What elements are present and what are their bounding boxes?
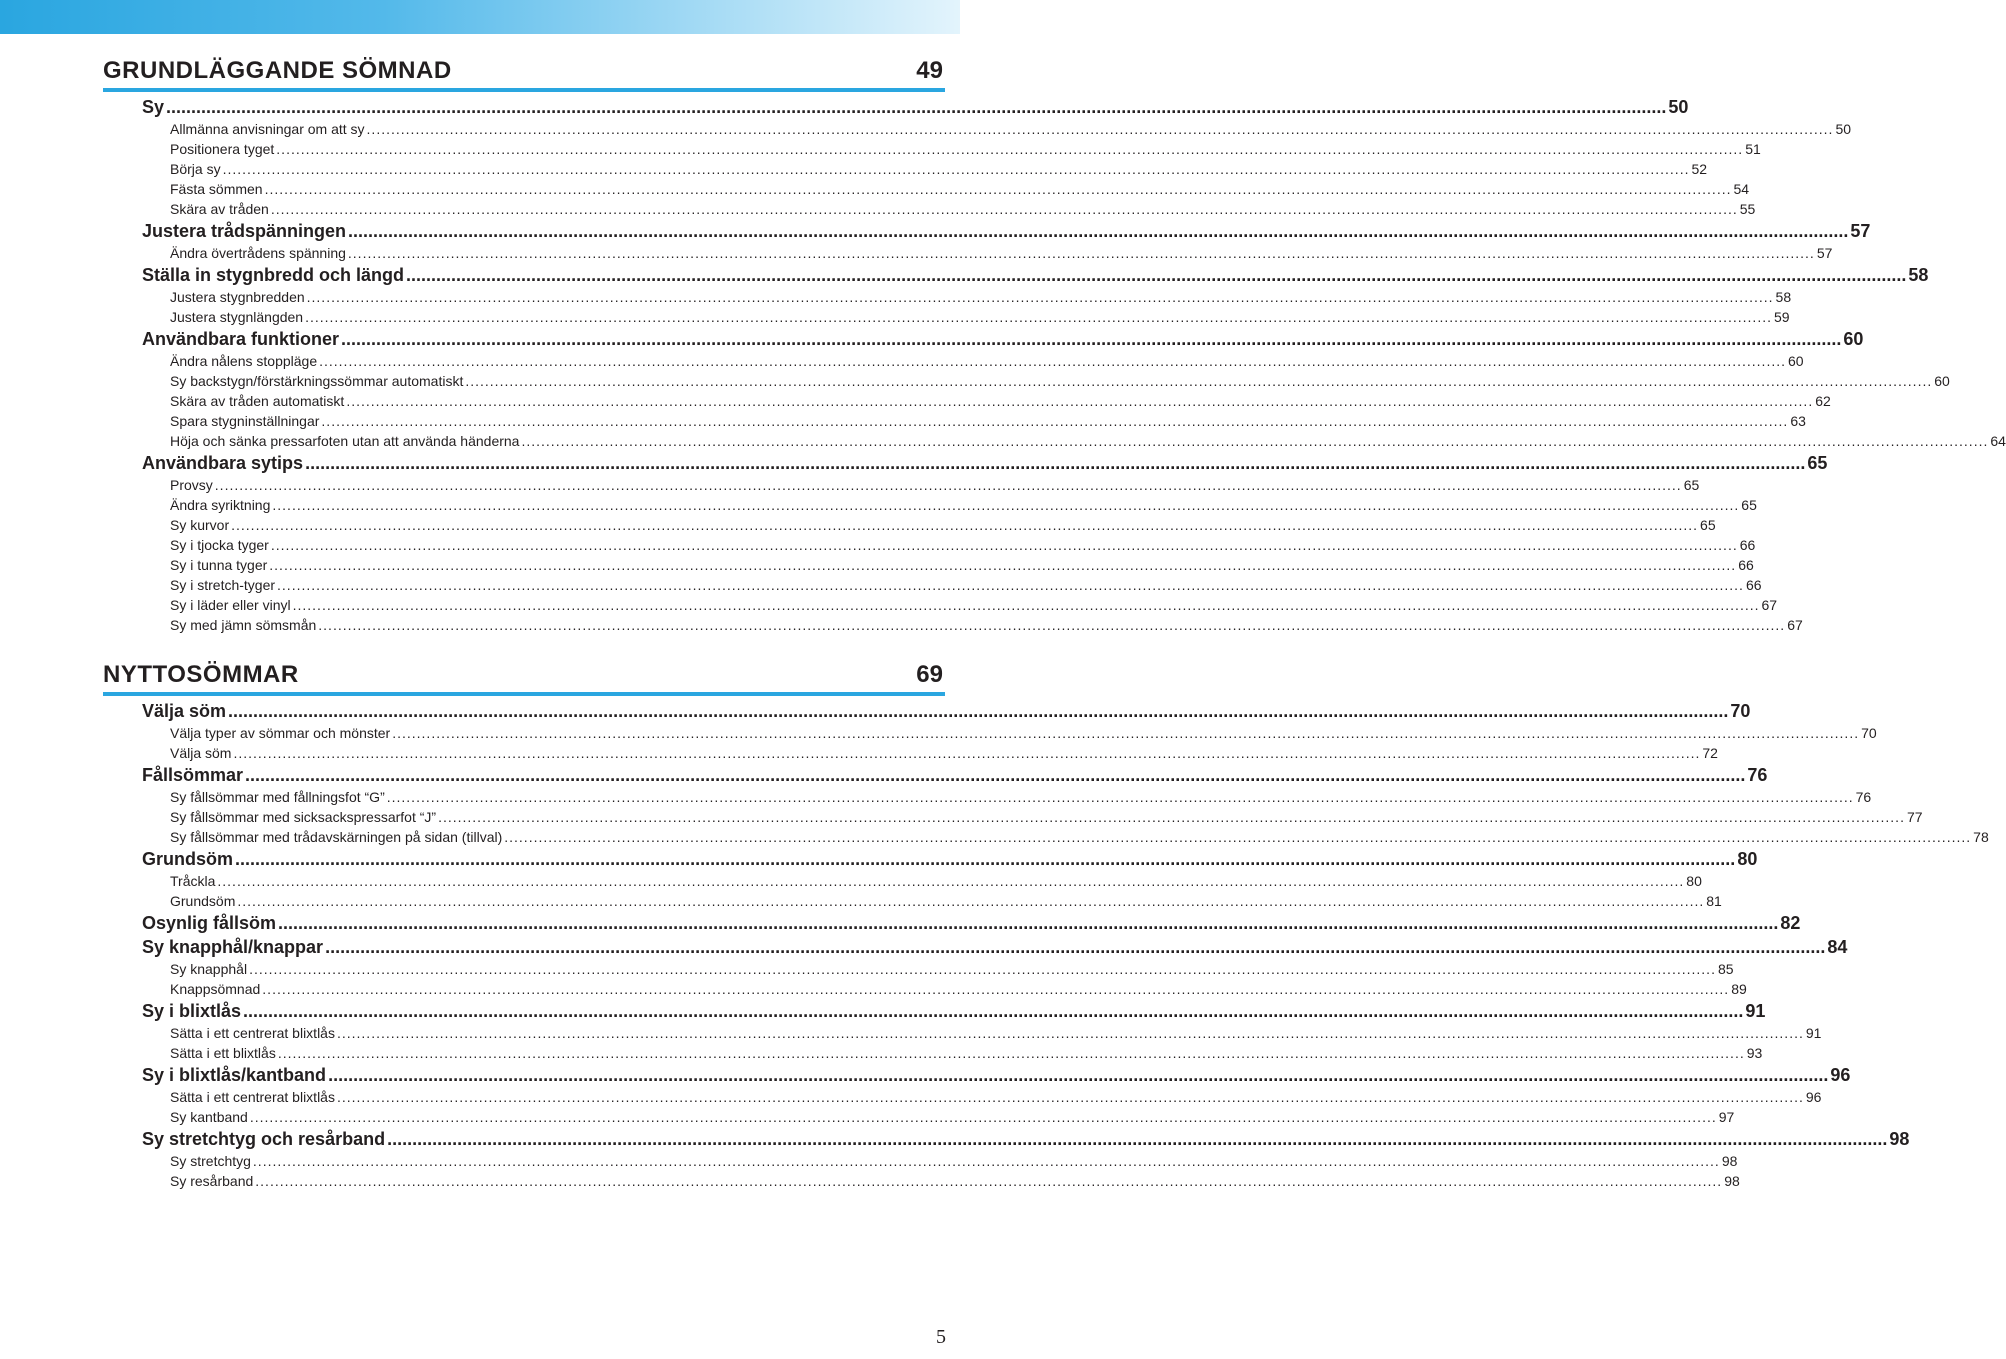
toc-entry-page: 85: [1717, 961, 1734, 977]
toc-dot-leader: ............................................................................................................................................................................................................................................................................................................: [270, 201, 1738, 217]
toc-entry-label: Sy fållsömmar med sicksackspressarfot “J”: [170, 809, 437, 825]
toc-subentry: [142, 179, 1750, 199]
toc-chapter-entry: [142, 763, 1768, 787]
toc-entry-label: Börja sy: [170, 161, 221, 177]
toc-dot-leader: ............................................................................................................................................................................................................................................................................................................: [336, 1089, 1804, 1105]
toc-entry-label: Sy knapphål: [170, 961, 248, 977]
toc-subentry: [142, 891, 1722, 911]
toc-entry-page: 98: [1889, 1129, 1910, 1149]
toc-entry-label: Sy kantband: [170, 1109, 248, 1125]
toc-entry-label: Sy: [142, 97, 165, 117]
toc-subentry: [142, 827, 1989, 847]
toc-dot-leader: ............................................................................................................................................................................................................................................................................................................: [233, 745, 1701, 761]
toc-entry-label: Användbara funktioner: [142, 329, 340, 349]
toc-entry-label: Sy stretchtyg och resårband: [142, 1129, 386, 1149]
toc-dot-leader: ............................................................................................................................................................................................................................................................................................................: [325, 937, 1826, 957]
toc-entry-page: 84: [1827, 937, 1848, 957]
toc-dot-leader: ............................................................................................................................................................................................................................................................................................................: [237, 893, 1705, 909]
toc-dot-leader: ............................................................................................................................................................................................................................................................................................................: [249, 1109, 1717, 1125]
toc-entry-page: 58: [1775, 289, 1792, 305]
toc-dot-leader: ............................................................................................................................................................................................................................................................................................................: [465, 373, 1933, 389]
toc-dot-leader: ............................................................................................................................................................................................................................................................................................................: [243, 1001, 1744, 1021]
toc-dot-leader: ............................................................................................................................................................................................................................................................................................................: [438, 809, 1905, 825]
toc-chapter-entry: [142, 847, 1758, 871]
toc-entry-label: Positionera tyget: [170, 141, 275, 157]
toc-dot-leader: ............................................................................................................................................................................................................................................................................................................: [319, 353, 1787, 369]
toc-dot-leader: ............................................................................................................................................................................................................................................................................................................: [292, 597, 1760, 613]
toc-subentry: [142, 1151, 1738, 1171]
toc-entry-page: 59: [1774, 309, 1790, 325]
toc-entry-label: Sy kurvor: [170, 517, 230, 533]
toc-dot-leader: ............................................................................................................................................................................................................................................................................................................: [235, 849, 1736, 869]
toc-subentry: [142, 575, 1762, 595]
toc-dot-leader: ............................................................................................................................................................................................................................................................................................................: [231, 517, 1699, 533]
toc-entry-page: 93: [1746, 1045, 1763, 1061]
toc-entry-label: Ändra övertrådens spänning: [170, 245, 346, 261]
toc-entry-page: 91: [1805, 1025, 1822, 1041]
toc-entry-page: 67: [1761, 597, 1778, 613]
toc-chapter-entry: [142, 219, 1871, 243]
toc-dot-leader: ............................................................................................................................................................................................................................................................................................................: [328, 1065, 1829, 1085]
toc-entry-label: Skära av tråden automatiskt: [170, 393, 345, 409]
toc-entry-label: Knappsömnad: [170, 981, 261, 997]
toc-subentry: [142, 495, 1757, 515]
toc-entry-page: 65: [1700, 517, 1716, 533]
toc-entry-label: Höja och sänka pressarfoten utan att använda händerna: [170, 433, 520, 449]
toc-dot-leader: ............................................................................................................................................................................................................................................................................................................: [166, 97, 1667, 117]
toc-subentry: [142, 595, 1778, 615]
toc-entry-label: Sy knapphål/knappar: [142, 937, 324, 957]
toc-entry-label: Sy i tjocka tyger: [170, 537, 269, 553]
toc-entry-page: 98: [1724, 1173, 1740, 1189]
toc-dot-leader: ............................................................................................................................................................................................................................................................................................................: [318, 617, 1786, 633]
toc-entry-page: 57: [1816, 245, 1833, 261]
toc-dot-leader: ............................................................................................................................................................................................................................................................................................................: [217, 873, 1685, 889]
toc-dot-leader: ............................................................................................................................................................................................................................................................................................................: [262, 981, 1730, 997]
toc-subentry: [142, 431, 2006, 451]
toc-entry-page: 65: [1741, 497, 1757, 513]
toc-dot-leader: ............................................................................................................................................................................................................................................................................................................: [249, 961, 1716, 977]
toc-dot-leader: ............................................................................................................................................................................................................................................................................................................: [305, 309, 1772, 325]
section-page-number: 49: [916, 57, 943, 84]
toc-entry-label: Justera trådspänningen: [142, 221, 347, 241]
toc-entry-label: Sätta i ett blixtlås: [170, 1045, 276, 1061]
toc-dot-leader: ............................................................................................................................................................................................................................................................................................................: [306, 289, 1774, 305]
toc-subentry: [142, 515, 1716, 535]
toc-subentry: [142, 243, 1833, 263]
toc-entry-label: Ändra syriktning: [170, 497, 271, 513]
toc-entry-page: 57: [1850, 221, 1871, 241]
toc-entry-page: 76: [1747, 765, 1768, 785]
toc-subentry: [142, 871, 1702, 891]
toc-entry-label: Sy stretchtyg: [170, 1153, 251, 1169]
toc-entry-page: 81: [1706, 893, 1722, 909]
toc-dot-leader: ............................................................................................................................................................................................................................................................................................................: [214, 477, 1682, 493]
toc-subentry: [142, 723, 1877, 743]
toc-subentry: [142, 139, 1761, 159]
toc-entry-page: 80: [1737, 849, 1758, 869]
toc-entry-page: 55: [1739, 201, 1756, 217]
toc-dot-leader: ............................................................................................................................................................................................................................................................................................................: [277, 577, 1744, 593]
toc-entry-label: Välja söm: [170, 745, 232, 761]
toc-entry-page: 60: [1934, 373, 1950, 389]
toc-subentry: [142, 1043, 1763, 1063]
toc-entry-page: 50: [1668, 97, 1689, 117]
toc-dot-leader: ............................................................................................................................................................................................................................................................................................................: [276, 141, 1744, 157]
toc-entry-page: 60: [1788, 353, 1804, 369]
toc-dot-leader: ............................................................................................................................................................................................................................................................................................................: [392, 725, 1860, 741]
toc-dot-leader: ............................................................................................................................................................................................................................................................................................................: [406, 265, 1907, 285]
toc-entry-page: 58: [1908, 265, 1929, 285]
toc-subentry: [142, 959, 1734, 979]
toc-subentry: [142, 199, 1756, 219]
toc-entry-page: 65: [1683, 477, 1700, 493]
section-header: [103, 660, 945, 696]
toc-dot-leader: ............................................................................................................................................................................................................................................................................................................: [336, 1025, 1804, 1041]
toc-entry-label: Sy i tunna tyger: [170, 557, 268, 573]
toc-dot-leader: ............................................................................................................................................................................................................................................................................................................: [348, 221, 1849, 241]
toc-dot-leader: ............................................................................................................................................................................................................................................................................................................: [252, 1153, 1720, 1169]
toc-entry-label: Sy backstygn/förstärkningssömmar automatiskt: [170, 373, 464, 389]
toc-chapter-entry: [142, 699, 1751, 723]
toc-dot-leader: ............................................................................................................................................................................................................................................................................................................: [269, 557, 1737, 573]
toc-dot-leader: ............................................................................................................................................................................................................................................................................................................: [255, 1173, 1723, 1189]
toc-entry-page: 91: [1745, 1001, 1766, 1021]
toc-entry-page: 50: [1835, 121, 1852, 137]
toc-entry-page: 64: [1990, 433, 2006, 449]
toc-subentry: [142, 371, 1950, 391]
toc-entry-page: 67: [1787, 617, 1803, 633]
toc-entry-page: 76: [1855, 789, 1872, 805]
toc-subentry: [142, 1107, 1735, 1127]
toc-dot-leader: ............................................................................................................................................................................................................................................................................................................: [245, 765, 1746, 785]
toc-entry-page: 89: [1731, 981, 1747, 997]
toc-entry-page: 78: [1973, 829, 1989, 845]
toc-entry-page: 63: [1790, 413, 1806, 429]
toc-subentry: [142, 787, 1872, 807]
toc-entry-label: Användbara sytips: [142, 453, 304, 473]
toc-entry-label: Justera stygnbredden: [170, 289, 305, 305]
toc-subentry: [142, 1087, 1822, 1107]
toc-entry-label: Allmänna anvisningar om att sy: [170, 121, 365, 137]
toc-chapter-entry: [142, 327, 1864, 351]
toc-entry-page: 96: [1830, 1065, 1851, 1085]
top-decorative-bar: [0, 0, 960, 34]
toc-dot-leader: ............................................................................................................................................................................................................................................................................................................: [264, 181, 1732, 197]
toc-entry-page: 66: [1739, 537, 1756, 553]
toc-dot-leader: ............................................................................................................................................................................................................................................................................................................: [277, 1045, 1745, 1061]
toc-entry-label: Sy fållsömmar med fållningsfot “G”: [170, 789, 385, 805]
toc-subentry: [142, 119, 1852, 139]
toc-entry-label: Provsy: [170, 477, 213, 493]
toc-subentry: [142, 979, 1747, 999]
toc-subentry: [142, 159, 1708, 179]
toc-entry-page: 65: [1807, 453, 1828, 473]
toc-list: [142, 95, 2006, 635]
toc-chapter-entry: [142, 911, 1801, 935]
toc-dot-leader: ............................................................................................................................................................................................................................................................................................................: [386, 789, 1854, 805]
toc-entry-page: 96: [1805, 1089, 1822, 1105]
toc-subentry: [142, 307, 1790, 327]
toc-entry-label: Ställa in stygnbredd och längd: [142, 265, 405, 285]
toc-dot-leader: ............................................................................................................................................................................................................................................................................................................: [222, 161, 1690, 177]
toc-entry-label: Justera stygnlängden: [170, 309, 304, 325]
toc-subentry: [142, 743, 1718, 763]
toc-entry-label: Sy i stretch-tyger: [170, 577, 276, 593]
toc-entry-page: 70: [1861, 725, 1877, 741]
toc-entry-label: Fållsömmar: [142, 765, 244, 785]
toc-entry-label: Sy i läder eller vinyl: [170, 597, 291, 613]
toc-chapter-entry: [142, 935, 1848, 959]
toc-chapter-entry: [142, 999, 1766, 1023]
toc-dot-leader: ............................................................................................................................................................................................................................................................................................................: [346, 393, 1814, 409]
toc-entry-label: Välja söm: [142, 701, 227, 721]
toc-subentry: [142, 287, 1792, 307]
toc-entry-page: 98: [1721, 1153, 1738, 1169]
toc-subentry: [142, 555, 1754, 575]
toc-entry-label: Osynlig fållsöm: [142, 913, 277, 933]
toc-subentry: [142, 1171, 1740, 1191]
toc-subentry: [142, 615, 1803, 635]
toc-chapter-entry: [142, 263, 1929, 287]
toc-entry-page: 60: [1843, 329, 1864, 349]
toc-entry-page: 70: [1730, 701, 1751, 721]
section-page-number: 69: [916, 661, 943, 688]
toc-subentry: [142, 411, 1806, 431]
toc-entry-label: Fästa sömmen: [170, 181, 263, 197]
toc-entry-label: Välja typer av sömmar och mönster: [170, 725, 391, 741]
toc-entry-label: Grundsöm: [142, 849, 234, 869]
toc-entry-page: 80: [1686, 873, 1702, 889]
toc-dot-leader: ............................................................................................................................................................................................................................................................................................................: [228, 701, 1729, 721]
toc-entry-page: 51: [1745, 141, 1761, 157]
toc-entry-label: Sy resårband: [170, 1173, 254, 1189]
toc-dot-leader: ............................................................................................................................................................................................................................................................................................................: [341, 329, 1842, 349]
toc-subentry: [142, 535, 1756, 555]
toc-entry-page: 77: [1906, 809, 1923, 825]
toc-entry-label: Sätta i ett centrerat blixtlås: [170, 1025, 335, 1041]
toc-dot-leader: ............................................................................................................................................................................................................................................................................................................: [272, 497, 1740, 513]
toc-subentry: [142, 475, 1700, 495]
toc-entry-label: Sy med jämn sömsmån: [170, 617, 317, 633]
toc-entry-label: Sy i blixtlås/kantband: [142, 1065, 327, 1085]
toc-entry-label: Sätta i ett centrerat blixtlås: [170, 1089, 335, 1105]
toc-dot-leader: ............................................................................................................................................................................................................................................................................................................: [270, 537, 1738, 553]
toc-subentry: [142, 391, 1831, 411]
toc-entry-page: 66: [1738, 557, 1754, 573]
toc-entry-page: 72: [1702, 745, 1718, 761]
toc-dot-leader: ............................................................................................................................................................................................................................................................................................................: [305, 453, 1806, 473]
toc-entry-label: Tråckla: [170, 873, 216, 889]
toc-entry-label: Ändra nålens stoppläge: [170, 353, 318, 369]
section-title: NYTTOSÖMMAR: [103, 661, 299, 688]
toc-entry-label: Spara stygninställningar: [170, 413, 320, 429]
toc-dot-leader: ............................................................................................................................................................................................................................................................................................................: [504, 829, 1972, 845]
toc-subentry: [142, 1023, 1822, 1043]
toc-dot-leader: ............................................................................................................................................................................................................................................................................................................: [278, 913, 1779, 933]
toc-entry-page: 66: [1745, 577, 1762, 593]
toc-chapter-entry: [142, 95, 1689, 119]
toc-entry-page: 82: [1780, 913, 1801, 933]
toc-entry-page: 52: [1691, 161, 1708, 177]
toc-entry-label: Sy i blixtlås: [142, 1001, 242, 1021]
toc-list: [142, 699, 1989, 1191]
toc-dot-leader: ............................................................................................................................................................................................................................................................................................................: [347, 245, 1815, 261]
section-title: GRUNDLÄGGANDE SÖMNAD: [103, 57, 452, 84]
toc-entry-label: Sy fållsömmar med trådavskärningen på sidan (tillval): [170, 829, 503, 845]
toc-dot-leader: ............................................................................................................................................................................................................................................................................................................: [366, 121, 1834, 137]
toc-entry-page: 54: [1733, 181, 1750, 197]
toc-dot-leader: ............................................................................................................................................................................................................................................................................................................: [387, 1129, 1888, 1149]
toc-subentry: [142, 351, 1804, 371]
toc-entry-label: Grundsöm: [170, 893, 236, 909]
page-number: 5: [936, 1326, 946, 1348]
toc-entry-page: 97: [1718, 1109, 1735, 1125]
toc-dot-leader: ............................................................................................................................................................................................................................................................................................................: [521, 433, 1989, 449]
toc-entry-label: Skära av tråden: [170, 201, 269, 217]
section-header: [103, 56, 945, 92]
toc-entry-page: 62: [1815, 393, 1831, 409]
toc-chapter-entry: [142, 1127, 1910, 1151]
toc-dot-leader: ............................................................................................................................................................................................................................................................................................................: [321, 413, 1789, 429]
toc-subentry: [142, 807, 1923, 827]
toc-chapter-entry: [142, 1063, 1851, 1087]
toc-chapter-entry: [142, 451, 1828, 475]
